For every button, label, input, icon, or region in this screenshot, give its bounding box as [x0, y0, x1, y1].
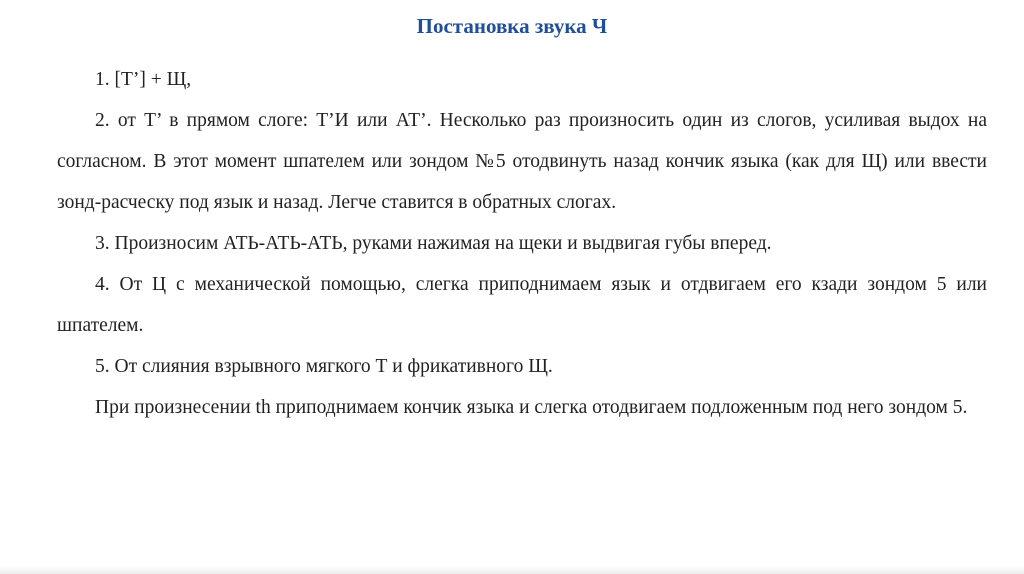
paragraph-1: 1. [Т’] + Щ, — [95, 69, 192, 90]
paragraph-3: 3. Произносим АТЬ-АТЬ-АТЬ, руками нажимая на щеки и выдвигая губы вперед. — [95, 233, 772, 254]
slide-content — [57, 59, 987, 428]
paragraph-6: При произнесении th приподнимаем кончик языка и слегка отодвигаем подложенным под него зондом 5. — [95, 397, 968, 418]
paragraph-4: 4. От Ц с механической помощью, слегка приподнимаем язык и отдвигаем его кзади зондом 5 или шпателем. — [57, 274, 987, 336]
bottom-edge-shadow — [0, 566, 1024, 574]
slide-title: Постановка звука Ч — [416, 14, 608, 38]
paragraph-5: 5. От слияния взрывного мягкого Т и фрикативного Щ. — [95, 356, 553, 377]
paragraph-2: 2. от Т’ в прямом слоге: Т’И или АТ’. Несколько раз произносить один из слогов, усиливая выдох на согласном. В этот момент шпателем или зондом №5 отодвинуть назад кончик языка (как для Щ) или ввести зонд-расческу под язык и назад. Легче ставится в обратных слогах. — [57, 110, 987, 213]
